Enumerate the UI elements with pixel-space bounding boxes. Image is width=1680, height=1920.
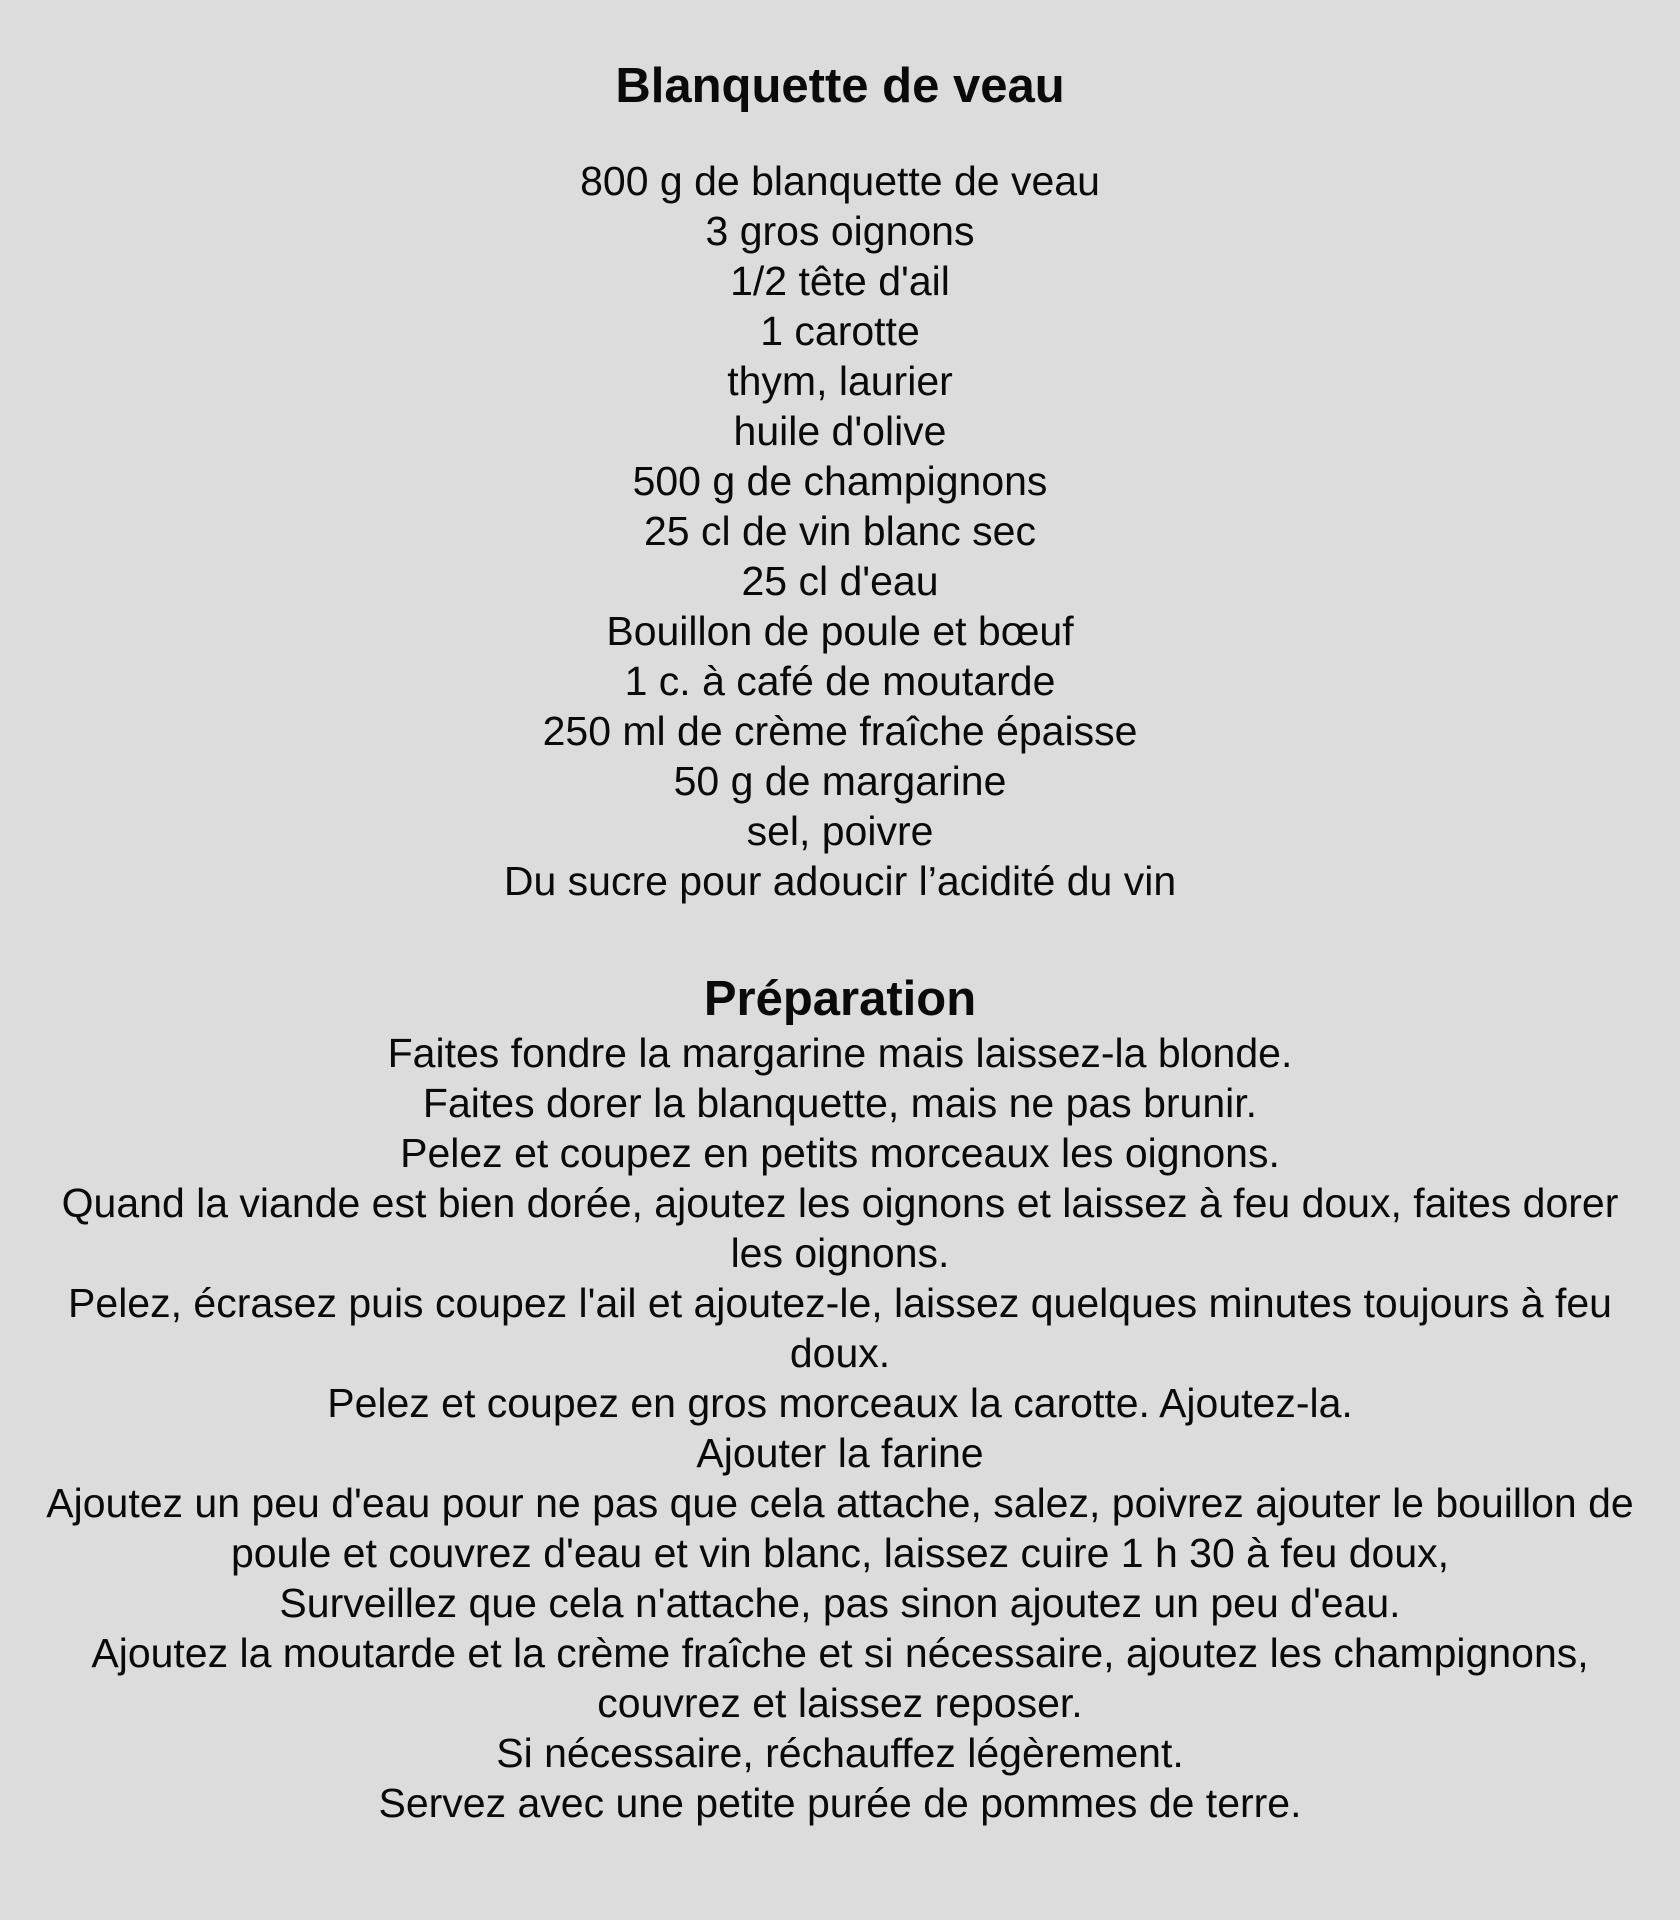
preparation-step: Pelez, écrasez puis coupez l'ail et ajoutez-le, laissez quelques minutes toujours à feu doux. xyxy=(68,1280,1612,1376)
preparation-steps xyxy=(40,1028,1640,1828)
ingredient-item: sel, poivre xyxy=(746,808,934,854)
ingredient-item: 50 g de margarine xyxy=(673,758,1007,804)
ingredient-item: 1 c. à café de moutarde xyxy=(624,658,1056,704)
ingredient-item: 800 g de blanquette de veau xyxy=(580,158,1100,204)
preparation-step: Faites fondre la margarine mais laissez-la blonde. xyxy=(387,1030,1293,1076)
ingredient-item: 1/2 tête d'ail xyxy=(730,258,950,304)
ingredient-item: 500 g de champignons xyxy=(632,458,1048,504)
ingredient-item: Du sucre pour adoucir l’acidité du vin xyxy=(503,858,1177,904)
preparation-step: Pelez et coupez en gros morceaux la carotte. Ajoutez-la. xyxy=(327,1380,1353,1426)
ingredient-item: 25 cl d'eau xyxy=(741,558,939,604)
ingredient-item: 1 carotte xyxy=(760,308,920,354)
ingredient-item: huile d'olive xyxy=(733,408,947,454)
preparation-step: Surveillez que cela n'attache, pas sinon ajoutez un peu d'eau. xyxy=(279,1580,1401,1626)
preparation-step: Ajouter la farine xyxy=(696,1430,984,1476)
ingredient-item: Bouillon de poule et bœuf xyxy=(606,608,1074,654)
preparation-step: Si nécessaire, réchauffez légèrement. xyxy=(496,1730,1184,1776)
ingredients-list xyxy=(40,156,1640,906)
preparation-step: Servez avec une petite purée de pommes de terre. xyxy=(378,1780,1302,1826)
preparation-step: Ajoutez la moutarde et la crème fraîche et si nécessaire, ajoutez les champignons, couvrez et laissez reposer. xyxy=(91,1630,1589,1726)
preparation-step: Pelez et coupez en petits morceaux les oignons. xyxy=(400,1130,1280,1176)
preparation-step: Faites dorer la blanquette, mais ne pas brunir. xyxy=(422,1080,1258,1126)
ingredient-item: 25 cl de vin blanc sec xyxy=(643,508,1036,554)
ingredient-item: 250 ml de crème fraîche épaisse xyxy=(542,708,1138,754)
preparation-step: Quand la viande est bien dorée, ajoutez les oignons et laissez à feu doux, faites dorer les oignons. xyxy=(61,1180,1619,1276)
ingredient-item: thym, laurier xyxy=(727,358,953,404)
preparation-step: Ajoutez un peu d'eau pour ne pas que cela attache, salez, poivrez ajouter le bouillon de poule et couvrez d'eau et vin blanc, laissez cuire 1 h 30 à feu doux, xyxy=(46,1480,1634,1576)
recipe-title: Blanquette de veau xyxy=(615,59,1065,113)
preparation-heading: Préparation xyxy=(703,972,977,1026)
ingredient-item: 3 gros oignons xyxy=(705,208,975,254)
